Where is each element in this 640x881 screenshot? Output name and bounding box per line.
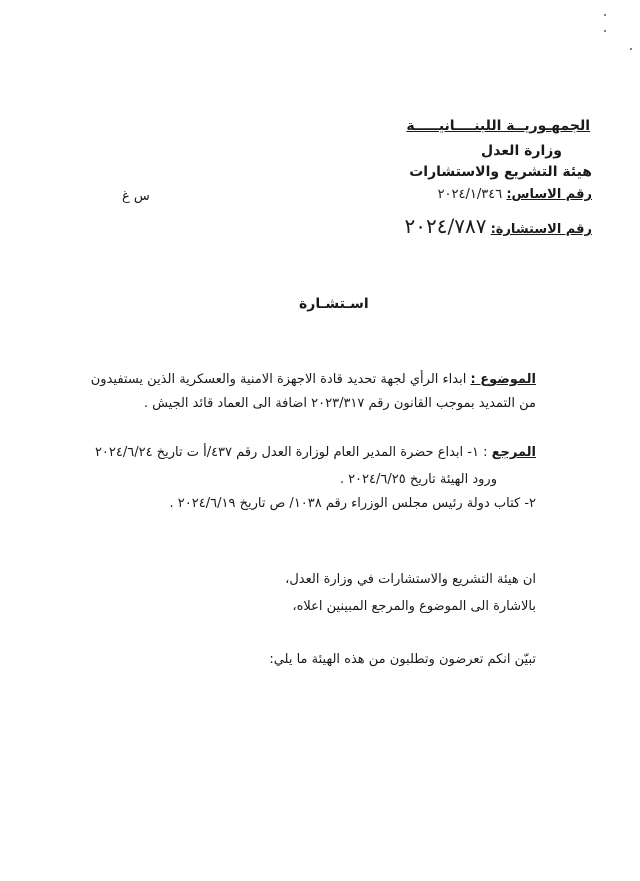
body-line-1: ان هيئة التشريع والاستشارات في وزارة العدل، — [285, 572, 536, 587]
subject-line-2: من التمديد بموجب القانون رقم ٢٠٢٣/٣١٧ اضافة الى العماد قائد الجيش . — [143, 396, 536, 411]
document-title: اسـتشـارة — [299, 296, 369, 312]
scan-speck — [630, 48, 632, 50]
scan-speck — [604, 30, 606, 32]
ministry-heading: وزارة العدل — [481, 143, 562, 159]
reference-line-3: ٢- كتاب دولة رئيس مجلس الوزراء رقم ١٠٣٨/ ص تاريخ ٢٠٢٤/٦/١٩ . — [169, 496, 536, 511]
reference-line-1 — [95, 445, 536, 460]
body-line-2: بالاشارة الى الموضوع والمرجع المبينين اعلاه، — [292, 599, 536, 614]
body-line-3: تبيّن انكم تعرضون وتطلبون من هذه الهيئة ما يلي: — [269, 652, 536, 667]
author-initials: س غ — [122, 189, 150, 204]
reference-label: المرجع — [491, 445, 536, 460]
subject-label: الموضوع : — [470, 372, 536, 387]
republic-heading: الجمهـوريــة اللبنــــانيـــــة — [406, 118, 590, 134]
basis-number-row — [438, 187, 592, 202]
consultation-number-row — [405, 214, 593, 238]
scan-speck — [604, 14, 606, 16]
basis-number-label: رقم الاساس: — [506, 187, 592, 202]
consultation-number-handwritten: ٢٠٢٤/٧٨٧ — [404, 214, 487, 238]
subject-line-1 — [91, 372, 536, 387]
subject-text-1: ابداء الرأي لجهة تحديد قادة الاجهزة الامنية والعسكرية الذين يستفيدون — [90, 372, 467, 387]
reference-text-1: : ١- ابداع حضرة المدير العام لوزارة العدل رقم ٤٣٧/أ ت تاريخ ٢٠٢٤/٦/٢٤ — [94, 445, 488, 460]
basis-number-value: ٢٠٢٤/١/٣٤٦ — [437, 187, 503, 202]
reference-line-2: ورود الهيئة تاريخ ٢٠٢٤/٦/٢٥ . — [339, 472, 497, 487]
authority-heading: هيئة التشريع والاستشارات — [409, 164, 592, 180]
consultation-number-label: رقم الاستشارة: — [490, 222, 592, 237]
